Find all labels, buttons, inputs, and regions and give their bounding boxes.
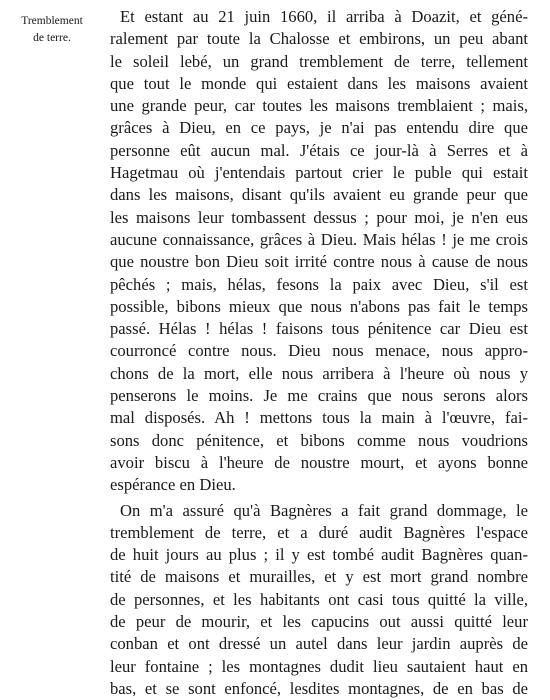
text-line: leur fontaine ; les montagnes dudit lieu sautaient haut en: [110, 656, 528, 676]
text-line: dans les maisons, disant qu'ils avaient eu grande peur que: [110, 185, 528, 205]
text-line: Et estant au 21 juin 1660, il arriba à Doazit, et géné-: [120, 7, 528, 26]
text-line: les maisons leur tombassent dessus ; pour moi, je n'en eus: [110, 207, 528, 227]
text-line: passé. Hélas ! hélas ! faisons tous pénitence car Dieu est: [110, 319, 528, 339]
margin-note-line: de terre.: [33, 32, 71, 44]
text-line: espérance en Dieu.: [110, 475, 236, 495]
text-line: mal disposés. Ah ! mettons tous la main à l'œuvre, fai-: [110, 408, 528, 428]
text-line: pêchés ; mais, hélas, fesons la paix avec Dieu, s'il est: [110, 274, 528, 294]
text-line: Hagetmau où j'entendais partout crier le puble qui estait: [110, 163, 528, 183]
text-line: bas, et se sont enfoncé, lesdites montagnes, de en bas de: [110, 678, 528, 698]
text-line: penserons le moins. Je me crains que nous serons alors: [110, 386, 528, 406]
text-line: tremblement de terre, et a duré audit Bagnères l'espace: [110, 522, 528, 542]
body-text: [110, 6, 528, 700]
text-line: chons de la mort, elle nous arribera à l'heure où nous y: [110, 363, 528, 383]
text-line: courroncé contre nous. Dieu nous menace, nous appro-: [110, 341, 528, 361]
text-line: conban et ont dressé un autel dans leur jardin auprès de: [110, 634, 528, 654]
text-line: personne eût aucun mal. J'étais ce jour-là à Serres et à: [110, 140, 528, 160]
text-line: possible, bibons mieux que nous n'abons pas fait le temps: [110, 296, 528, 316]
text-line: de personnes, et les habitants ont casi tous quitté la ville,: [110, 589, 528, 609]
text-line: de huit jours au plus ; il y est tombé audit Bagnères quan-: [110, 545, 528, 565]
margin-note: [8, 13, 96, 47]
text-line: une grande peur, car toutes les maisons tremblaient ; mais,: [110, 96, 528, 116]
text-line: sons donc pénitence, et bibons comme nous voudrions: [110, 430, 528, 450]
text-line: le soleil lebé, un grand tremblement de terre, tellement: [110, 51, 528, 71]
text-line: que noustre bon Dieu soit irrité contre nous à cause de nous: [110, 252, 528, 272]
text-line: avoir biscu à l'heure de noustre mourt, et ayons bonne: [110, 452, 528, 472]
paragraph: [110, 6, 528, 497]
text-line: que tout le monde qui estaient dans les maisons avaient: [110, 73, 528, 93]
text-line: grâces à Dieu, en ce pays, je n'ai pas entendu dire que: [110, 118, 528, 138]
paragraph: [110, 500, 528, 700]
text-line: tité de maisons et murailles, et y est mort grand nombre: [110, 567, 528, 587]
text-line: ralement par toute la Chalosse et embirons, un peu abant: [110, 29, 528, 49]
text-line: On m'a assuré qu'à Bagnères a fait grand dommage, le: [120, 500, 528, 520]
margin-note-line: Tremblement: [21, 15, 83, 27]
text-line: aucune connaissance, grâces à Dieu. Mais hélas ! je me crois: [110, 229, 528, 249]
text-line: de peur de mourir, et les capucins out aussi quitté leur: [110, 612, 528, 632]
